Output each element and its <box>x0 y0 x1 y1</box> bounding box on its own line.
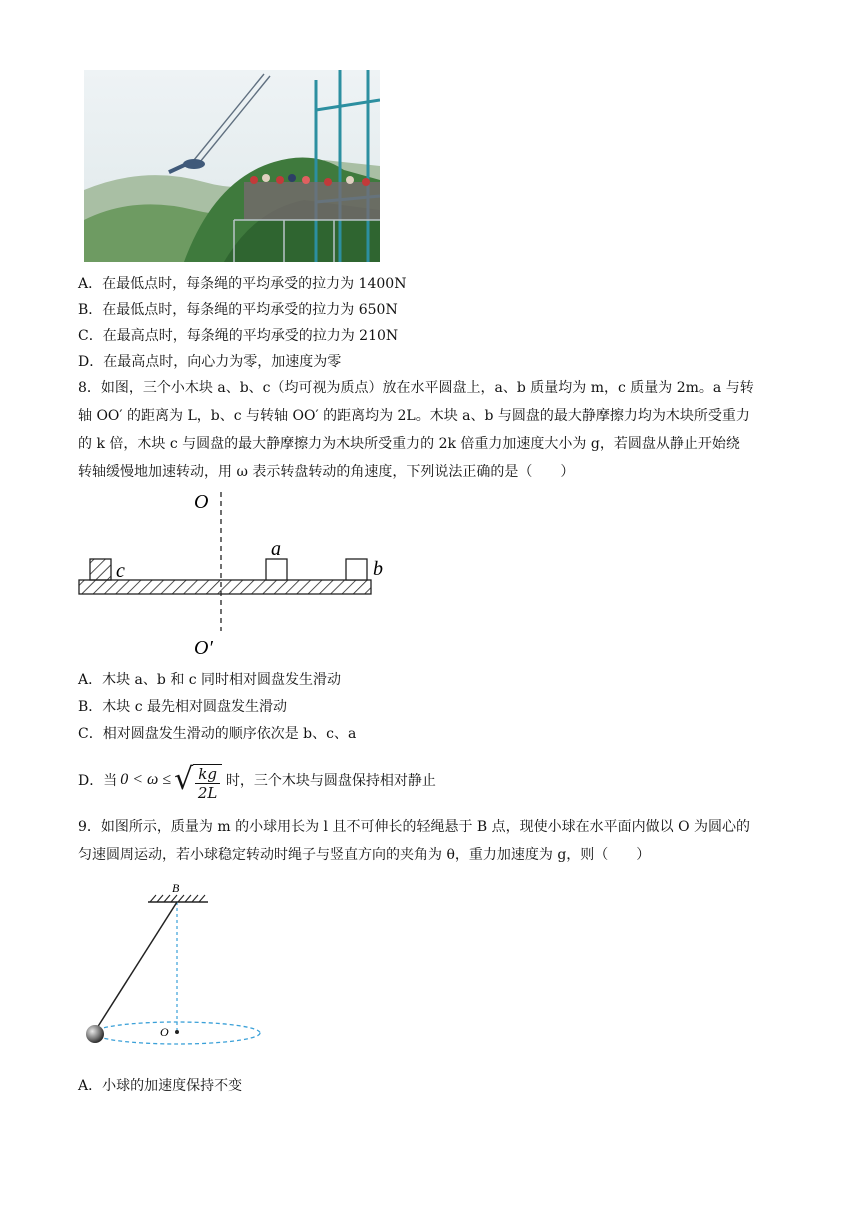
q8-block-a <box>266 559 287 580</box>
q8-option-a: A．木块 a、b 和 c 同时相对圆盘发生滑动 <box>78 672 342 688</box>
q8-option-d <box>78 757 436 803</box>
q7-option-c: C．在最高点时，每条绳的平均承受的拉力为 210N <box>78 328 399 344</box>
sqrt-icon: √ <box>174 761 194 797</box>
swing-photo-image <box>84 70 380 262</box>
q8-turntable-figure <box>76 486 396 664</box>
q8-disk <box>79 580 371 594</box>
q7-option-a: A．在最低点时，每条绳的平均承受的拉力为 1400N <box>78 276 407 292</box>
q8-stem-line4: 转轴缓慢地加速转动，用 ω 表示转盘转动的角速度，下列说法正确的是（ ） <box>78 464 575 480</box>
q8-option-d-fraction <box>195 766 220 801</box>
q9-ball <box>86 1025 104 1043</box>
q8-option-c: C．相对圆盘发生滑动的顺序依次是 b、c、a <box>78 726 357 742</box>
q8-option-d-prefix: D．当 <box>78 773 118 789</box>
q9-option-a: A．小球的加速度保持不变 <box>78 1078 243 1094</box>
q8-option-b: B．木块 c 最先相对圆盘发生滑动 <box>78 699 288 715</box>
q8-block-c <box>90 559 111 580</box>
q8-option-d-sqrt <box>174 760 222 801</box>
q7-option-d: D．在最高点时，向心力为零，加速度为零 <box>78 354 342 370</box>
q8-option-d-numerator: kg <box>195 766 220 784</box>
q9-conical-pendulum-figure <box>80 880 270 1060</box>
q8-label-a: a <box>271 538 281 560</box>
q8-block-b <box>346 559 367 580</box>
q9-center-point <box>175 1030 179 1034</box>
q9-label-o: O <box>160 1025 169 1039</box>
q9-label-b: B <box>172 881 180 895</box>
q8-label-o-top: O <box>194 491 209 513</box>
q8-label-c: c <box>116 560 125 582</box>
q7-option-b: B．在最低点时，每条绳的平均承受的拉力为 650N <box>78 302 398 318</box>
q8-stem-line2: 轴 OO′ 的距离为 L，b、c 与转轴 OO′ 的距离均为 2L。木块 a、b 与圆盘的最大静摩擦力均为木块所受重力 <box>78 408 750 424</box>
q8-option-d-denominator: 2L <box>197 783 218 802</box>
q8-label-o-bottom: O′ <box>194 637 213 659</box>
swing-photo <box>84 70 380 262</box>
q8-stem-line3: 的 k 倍，木块 c 与圆盘的最大静摩擦力为木块所受重力的 2k 倍重力加速度大小为 g，若圆盘从静止开始绕 <box>78 436 740 452</box>
q9-stem-line1: 9．如图所示，质量为 m 的小球用长为 l 且不可伸长的轻绳悬于 B 点，现使小球在水平面内做以 O 为圆心的 <box>78 819 751 835</box>
q8-option-d-suffix: 时，三个木块与圆盘保持相对静止 <box>225 773 436 789</box>
q8-option-d-inequality: 0 < ω ≤ <box>120 771 172 788</box>
q9-string <box>97 902 177 1028</box>
q8-label-b: b <box>373 558 383 580</box>
q9-stem-line2: 匀速圆周运动，若小球稳定转动时绳子与竖直方向的夹角为 θ，重力加速度为 g，则（ ） <box>78 847 651 863</box>
q8-stem-line1: 8．如图，三个小木块 a、b、c（均可视为质点）放在水平圆盘上，a、b 质量均为 m，c 质量为 2m。a 与转 <box>78 380 754 396</box>
